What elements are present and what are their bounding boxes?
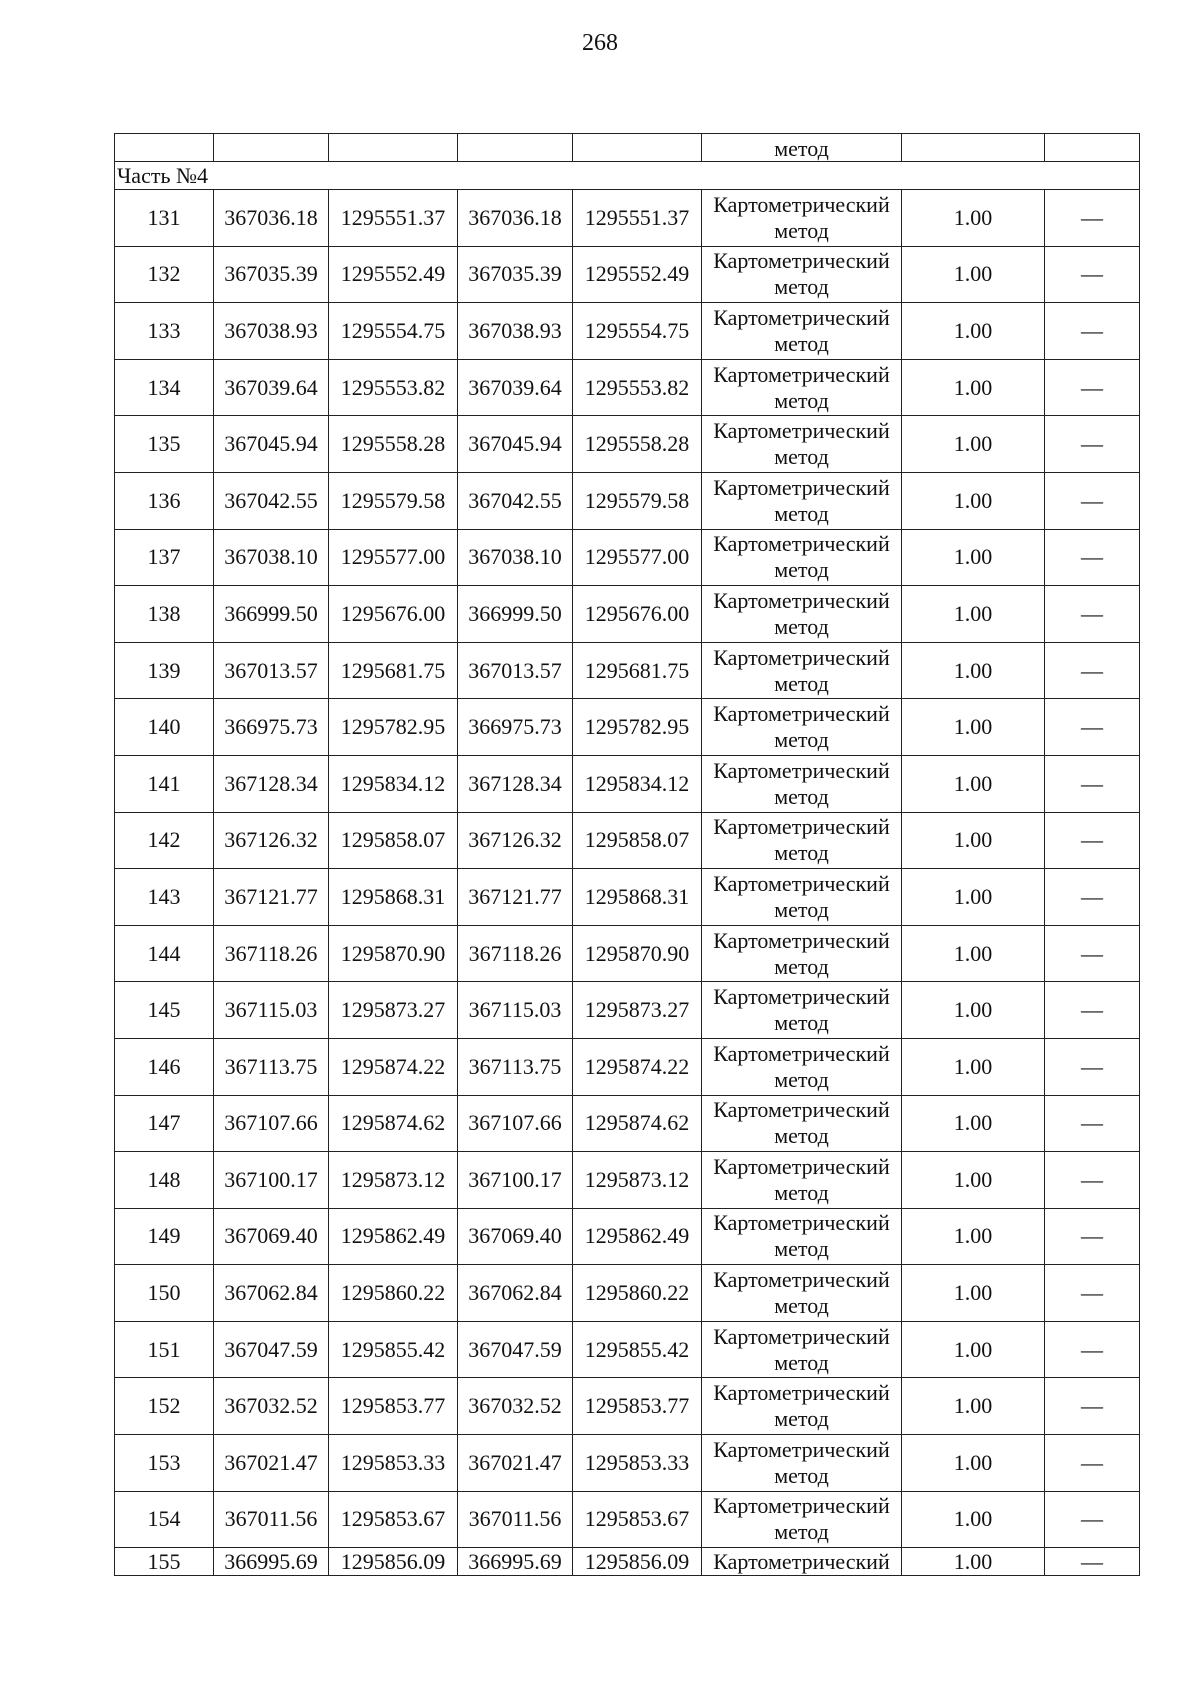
x-coordinate-new: 367042.55 <box>458 472 573 529</box>
point-number: 138 <box>115 586 214 643</box>
point-number: 140 <box>115 699 214 756</box>
y-coordinate-new: 1295853.67 <box>573 1491 702 1548</box>
accuracy-value: 1.00 <box>902 812 1045 869</box>
method-cell <box>702 869 902 926</box>
accuracy-value: 1.00 <box>902 642 1045 699</box>
point-number: 154 <box>115 1491 214 1548</box>
table-row <box>115 1208 1140 1265</box>
y-coordinate-new: 1295858.07 <box>573 812 702 869</box>
method-line: метод <box>774 783 829 809</box>
table-row <box>115 1491 1140 1548</box>
x-coordinate-new: 367062.84 <box>458 1265 573 1322</box>
y-coordinate-new: 1295853.33 <box>573 1435 702 1492</box>
method-line: метод <box>774 217 829 243</box>
x-coordinate-new: 367036.18 <box>458 190 573 247</box>
note-dash: — <box>1045 190 1140 247</box>
x-coordinate-new: 367121.77 <box>458 869 573 926</box>
section-title: Часть №4 <box>115 162 1140 190</box>
accuracy-value: 1.00 <box>902 1378 1045 1435</box>
table-cell <box>1045 134 1140 162</box>
note-dash: — <box>1045 303 1140 360</box>
note-dash: — <box>1045 246 1140 303</box>
method-line: Картометрический <box>713 1323 890 1349</box>
point-number: 135 <box>115 416 214 473</box>
point-number: 147 <box>115 1095 214 1152</box>
method-cell <box>702 1321 902 1378</box>
y-coordinate-new: 1295552.49 <box>573 246 702 303</box>
x-coordinate: 367013.57 <box>214 642 329 699</box>
y-coordinate-new: 1295554.75 <box>573 303 702 360</box>
note-dash: — <box>1045 586 1140 643</box>
table-cell <box>902 134 1045 162</box>
accuracy-value: 1.00 <box>902 699 1045 756</box>
method-line: Картометрический <box>713 1210 890 1236</box>
x-coordinate: 367038.10 <box>214 529 329 586</box>
method-line: метод <box>774 613 829 639</box>
method-cell <box>702 812 902 869</box>
point-number: 141 <box>115 755 214 812</box>
note-dash: — <box>1045 755 1140 812</box>
method-line: Картометрический <box>713 927 890 953</box>
x-coordinate: 367118.26 <box>214 925 329 982</box>
method-cell <box>702 1265 902 1322</box>
point-number: 136 <box>115 472 214 529</box>
x-coordinate: 367062.84 <box>214 1265 329 1322</box>
method-cell <box>702 755 902 812</box>
point-number: 149 <box>115 1208 214 1265</box>
x-coordinate: 367069.40 <box>214 1208 329 1265</box>
point-number: 151 <box>115 1321 214 1378</box>
y-coordinate-new: 1295681.75 <box>573 642 702 699</box>
table-row <box>115 1152 1140 1209</box>
note-dash: — <box>1045 982 1140 1039</box>
method-line: Картометрический <box>713 757 890 783</box>
table-row <box>115 1435 1140 1492</box>
y-coordinate: 1295577.00 <box>329 529 458 586</box>
x-coordinate-new: 367126.32 <box>458 812 573 869</box>
y-coordinate: 1295873.12 <box>329 1152 458 1209</box>
accuracy-value: 1.00 <box>902 1321 1045 1378</box>
note-dash: — <box>1045 925 1140 982</box>
y-coordinate: 1295553.82 <box>329 359 458 416</box>
y-coordinate-new: 1295870.90 <box>573 925 702 982</box>
x-coordinate-new: 366999.50 <box>458 586 573 643</box>
table-row <box>115 812 1140 869</box>
y-coordinate-new: 1295853.77 <box>573 1378 702 1435</box>
point-number: 152 <box>115 1378 214 1435</box>
point-number: 145 <box>115 982 214 1039</box>
method-cell <box>702 1095 902 1152</box>
table-row <box>115 472 1140 529</box>
method-line: Картометрический <box>713 361 890 387</box>
y-coordinate: 1295858.07 <box>329 812 458 869</box>
x-coordinate: 367100.17 <box>214 1152 329 1209</box>
table-row <box>115 190 1140 247</box>
x-coordinate: 367113.75 <box>214 1038 329 1095</box>
accuracy-value: 1.00 <box>902 1152 1045 1209</box>
accuracy-value: 1.00 <box>902 359 1045 416</box>
y-coordinate-new: 1295579.58 <box>573 472 702 529</box>
y-coordinate-new: 1295577.00 <box>573 529 702 586</box>
accuracy-value: 1.00 <box>902 1095 1045 1152</box>
table-row <box>115 1038 1140 1095</box>
table-cell <box>115 134 214 162</box>
y-coordinate: 1295552.49 <box>329 246 458 303</box>
method-line: Картометрический <box>713 304 890 330</box>
x-coordinate-new: 367013.57 <box>458 642 573 699</box>
y-coordinate-new: 1295558.28 <box>573 416 702 473</box>
y-coordinate: 1295681.75 <box>329 642 458 699</box>
y-coordinate: 1295853.67 <box>329 1491 458 1548</box>
point-number: 133 <box>115 303 214 360</box>
point-number: 155 <box>115 1548 214 1576</box>
table-body <box>115 134 1140 1576</box>
point-number: 139 <box>115 642 214 699</box>
y-coordinate-new: 1295860.22 <box>573 1265 702 1322</box>
y-coordinate: 1295862.49 <box>329 1208 458 1265</box>
x-coordinate: 366975.73 <box>214 699 329 756</box>
x-coordinate-new: 367128.34 <box>458 755 573 812</box>
table-cell <box>329 134 458 162</box>
y-coordinate-new: 1295862.49 <box>573 1208 702 1265</box>
method-cell <box>702 1152 902 1209</box>
table-row <box>115 869 1140 926</box>
method-cell <box>702 586 902 643</box>
table-row <box>115 1265 1140 1322</box>
y-coordinate: 1295853.77 <box>329 1378 458 1435</box>
method-line: метод <box>774 1179 829 1205</box>
method-line: Картометрический <box>713 1040 890 1066</box>
y-coordinate-new: 1295551.37 <box>573 190 702 247</box>
x-coordinate-new: 367118.26 <box>458 925 573 982</box>
note-dash: — <box>1045 472 1140 529</box>
point-number: 137 <box>115 529 214 586</box>
x-coordinate-new: 367069.40 <box>458 1208 573 1265</box>
method-cell: Картометрический <box>702 1548 902 1576</box>
x-coordinate: 367121.77 <box>214 869 329 926</box>
table-row <box>115 1378 1140 1435</box>
accuracy-value: 1.00 <box>902 416 1045 473</box>
x-coordinate-new: 367113.75 <box>458 1038 573 1095</box>
method-line: метод <box>774 557 829 583</box>
method-line: Картометрический <box>713 1493 890 1519</box>
accuracy-value: 1.00 <box>902 303 1045 360</box>
method-line: метод <box>774 444 829 470</box>
method-cell <box>702 472 902 529</box>
method-line: метод <box>774 387 829 413</box>
x-coordinate-new: 367047.59 <box>458 1321 573 1378</box>
table-row <box>115 246 1140 303</box>
point-number: 142 <box>115 812 214 869</box>
y-coordinate: 1295554.75 <box>329 303 458 360</box>
note-dash: — <box>1045 1435 1140 1492</box>
x-coordinate-new: 367115.03 <box>458 982 573 1039</box>
x-coordinate-new: 366975.73 <box>458 699 573 756</box>
method-line: Картометрический <box>713 1153 890 1179</box>
y-coordinate: 1295834.12 <box>329 755 458 812</box>
accuracy-value: 1.00 <box>902 1548 1045 1576</box>
accuracy-value: 1.00 <box>902 246 1045 303</box>
method-line: Картометрический <box>713 1267 890 1293</box>
method-line: метод <box>774 274 829 300</box>
method-cell <box>702 190 902 247</box>
point-number: 131 <box>115 190 214 247</box>
note-dash: — <box>1045 1491 1140 1548</box>
y-coordinate: 1295853.33 <box>329 1435 458 1492</box>
note-dash: — <box>1045 1208 1140 1265</box>
method-line: метод <box>774 1462 829 1488</box>
method-line: Картометрический <box>713 191 890 217</box>
x-coordinate-new: 367032.52 <box>458 1378 573 1435</box>
x-coordinate: 367128.34 <box>214 755 329 812</box>
y-coordinate: 1295551.37 <box>329 190 458 247</box>
y-coordinate-new: 1295856.09 <box>573 1548 702 1576</box>
method-cell <box>702 246 902 303</box>
y-coordinate-new: 1295834.12 <box>573 755 702 812</box>
accuracy-value: 1.00 <box>902 755 1045 812</box>
method-cell <box>702 1208 902 1265</box>
note-dash: — <box>1045 416 1140 473</box>
method-line: метод <box>774 727 829 753</box>
method-line: метод <box>774 670 829 696</box>
method-line: метод <box>774 1349 829 1375</box>
x-coordinate-new: 367038.10 <box>458 529 573 586</box>
y-coordinate-new: 1295553.82 <box>573 359 702 416</box>
note-dash: — <box>1045 812 1140 869</box>
table-row <box>115 416 1140 473</box>
method-line: метод <box>774 1406 829 1432</box>
point-number: 150 <box>115 1265 214 1322</box>
accuracy-value: 1.00 <box>902 869 1045 926</box>
x-coordinate: 367045.94 <box>214 416 329 473</box>
table-row <box>115 359 1140 416</box>
note-dash: — <box>1045 1152 1140 1209</box>
accuracy-value: 1.00 <box>902 529 1045 586</box>
x-coordinate: 367107.66 <box>214 1095 329 1152</box>
note-dash: — <box>1045 1378 1140 1435</box>
y-coordinate-new: 1295874.62 <box>573 1095 702 1152</box>
point-number: 146 <box>115 1038 214 1095</box>
table-cell <box>573 134 702 162</box>
method-line: метод <box>774 1236 829 1262</box>
y-coordinate: 1295868.31 <box>329 869 458 926</box>
y-coordinate: 1295558.28 <box>329 416 458 473</box>
method-line: метод <box>774 840 829 866</box>
accuracy-value: 1.00 <box>902 472 1045 529</box>
method-line: Картометрический <box>713 1380 890 1406</box>
note-dash: — <box>1045 869 1140 926</box>
method-cell <box>702 416 902 473</box>
y-coordinate-new: 1295782.95 <box>573 699 702 756</box>
method-line: метод <box>774 1010 829 1036</box>
method-line: метод <box>774 1519 829 1545</box>
method-line: метод <box>774 1293 829 1319</box>
note-dash: — <box>1045 1321 1140 1378</box>
note-dash: — <box>1045 529 1140 586</box>
method-cell: метод <box>702 134 902 162</box>
page-number: 268 <box>582 30 618 56</box>
table-row <box>115 982 1140 1039</box>
method-line: метод <box>774 1123 829 1149</box>
section-header-row <box>115 162 1140 190</box>
method-line: Картометрический <box>713 984 890 1010</box>
method-cell <box>702 1038 902 1095</box>
accuracy-value: 1.00 <box>902 1435 1045 1492</box>
method-cell <box>702 1491 902 1548</box>
x-coordinate-new: 367011.56 <box>458 1491 573 1548</box>
table-row <box>115 303 1140 360</box>
note-dash: — <box>1045 1038 1140 1095</box>
method-line: метод <box>774 1066 829 1092</box>
continuation-row <box>115 134 1140 162</box>
note-dash: — <box>1045 1548 1140 1576</box>
y-coordinate: 1295873.27 <box>329 982 458 1039</box>
method-cell <box>702 1435 902 1492</box>
point-number: 153 <box>115 1435 214 1492</box>
method-cell <box>702 642 902 699</box>
coordinates-table <box>114 133 1140 1576</box>
method-line: метод <box>774 500 829 526</box>
point-number: 148 <box>115 1152 214 1209</box>
accuracy-value: 1.00 <box>902 1208 1045 1265</box>
x-coordinate: 367032.52 <box>214 1378 329 1435</box>
x-coordinate: 367021.47 <box>214 1435 329 1492</box>
x-coordinate-new: 367035.39 <box>458 246 573 303</box>
y-coordinate-new: 1295676.00 <box>573 586 702 643</box>
table-cell <box>458 134 573 162</box>
point-number: 132 <box>115 246 214 303</box>
table-row <box>115 1095 1140 1152</box>
method-cell <box>702 925 902 982</box>
y-coordinate-new: 1295874.22 <box>573 1038 702 1095</box>
method-cell <box>702 982 902 1039</box>
x-coordinate: 367042.55 <box>214 472 329 529</box>
method-line: Картометрический <box>713 701 890 727</box>
x-coordinate-new: 367021.47 <box>458 1435 573 1492</box>
table-row <box>115 925 1140 982</box>
y-coordinate: 1295874.62 <box>329 1095 458 1152</box>
table-row <box>115 642 1140 699</box>
note-dash: — <box>1045 642 1140 699</box>
table-row <box>115 1321 1140 1378</box>
method-line: Картометрический <box>713 814 890 840</box>
note-dash: — <box>1045 359 1140 416</box>
y-coordinate: 1295870.90 <box>329 925 458 982</box>
x-coordinate-new: 367045.94 <box>458 416 573 473</box>
method-cell <box>702 359 902 416</box>
x-coordinate: 367036.18 <box>214 190 329 247</box>
y-coordinate: 1295874.22 <box>329 1038 458 1095</box>
y-coordinate-new: 1295855.42 <box>573 1321 702 1378</box>
method-line: Картометрический <box>713 870 890 896</box>
method-line: Картометрический <box>713 418 890 444</box>
method-cell <box>702 303 902 360</box>
x-coordinate-new: 366995.69 <box>458 1548 573 1576</box>
y-coordinate: 1295856.09 <box>329 1548 458 1576</box>
method-cell <box>702 529 902 586</box>
accuracy-value: 1.00 <box>902 1038 1045 1095</box>
y-coordinate: 1295855.42 <box>329 1321 458 1378</box>
accuracy-value: 1.00 <box>902 982 1045 1039</box>
table-row <box>115 1548 1140 1576</box>
accuracy-value: 1.00 <box>902 586 1045 643</box>
accuracy-value: 1.00 <box>902 925 1045 982</box>
method-line: Картометрический <box>713 1097 890 1123</box>
x-coordinate-new: 367038.93 <box>458 303 573 360</box>
y-coordinate: 1295579.58 <box>329 472 458 529</box>
method-line: Картометрический <box>713 644 890 670</box>
point-number: 144 <box>115 925 214 982</box>
note-dash: — <box>1045 1265 1140 1322</box>
x-coordinate: 367035.39 <box>214 246 329 303</box>
table-cell <box>214 134 329 162</box>
x-coordinate-new: 367107.66 <box>458 1095 573 1152</box>
y-coordinate: 1295782.95 <box>329 699 458 756</box>
y-coordinate: 1295860.22 <box>329 1265 458 1322</box>
method-line: Картометрический <box>713 474 890 500</box>
accuracy-value: 1.00 <box>902 1265 1045 1322</box>
x-coordinate-new: 367100.17 <box>458 1152 573 1209</box>
x-coordinate: 367038.93 <box>214 303 329 360</box>
x-coordinate: 367126.32 <box>214 812 329 869</box>
method-line: Картометрический <box>713 587 890 613</box>
method-line: метод <box>774 953 829 979</box>
method-line: метод <box>774 896 829 922</box>
x-coordinate: 367047.59 <box>214 1321 329 1378</box>
note-dash: — <box>1045 699 1140 756</box>
y-coordinate-new: 1295873.27 <box>573 982 702 1039</box>
method-line: Картометрический <box>713 1436 890 1462</box>
method-cell <box>702 699 902 756</box>
method-cell <box>702 1378 902 1435</box>
x-coordinate: 366999.50 <box>214 586 329 643</box>
y-coordinate-new: 1295868.31 <box>573 869 702 926</box>
y-coordinate: 1295676.00 <box>329 586 458 643</box>
x-coordinate-new: 367039.64 <box>458 359 573 416</box>
table-row <box>115 755 1140 812</box>
note-dash: — <box>1045 1095 1140 1152</box>
table-row <box>115 586 1140 643</box>
method-line: метод <box>774 330 829 356</box>
x-coordinate: 366995.69 <box>214 1548 329 1576</box>
table-row <box>115 529 1140 586</box>
accuracy-value: 1.00 <box>902 1491 1045 1548</box>
x-coordinate: 367011.56 <box>214 1491 329 1548</box>
point-number: 134 <box>115 359 214 416</box>
x-coordinate: 367039.64 <box>214 359 329 416</box>
y-coordinate-new: 1295873.12 <box>573 1152 702 1209</box>
method-line: Картометрический <box>713 248 890 274</box>
point-number: 143 <box>115 869 214 926</box>
method-line: Картометрический <box>713 531 890 557</box>
x-coordinate: 367115.03 <box>214 982 329 1039</box>
table-row <box>115 699 1140 756</box>
accuracy-value: 1.00 <box>902 190 1045 247</box>
